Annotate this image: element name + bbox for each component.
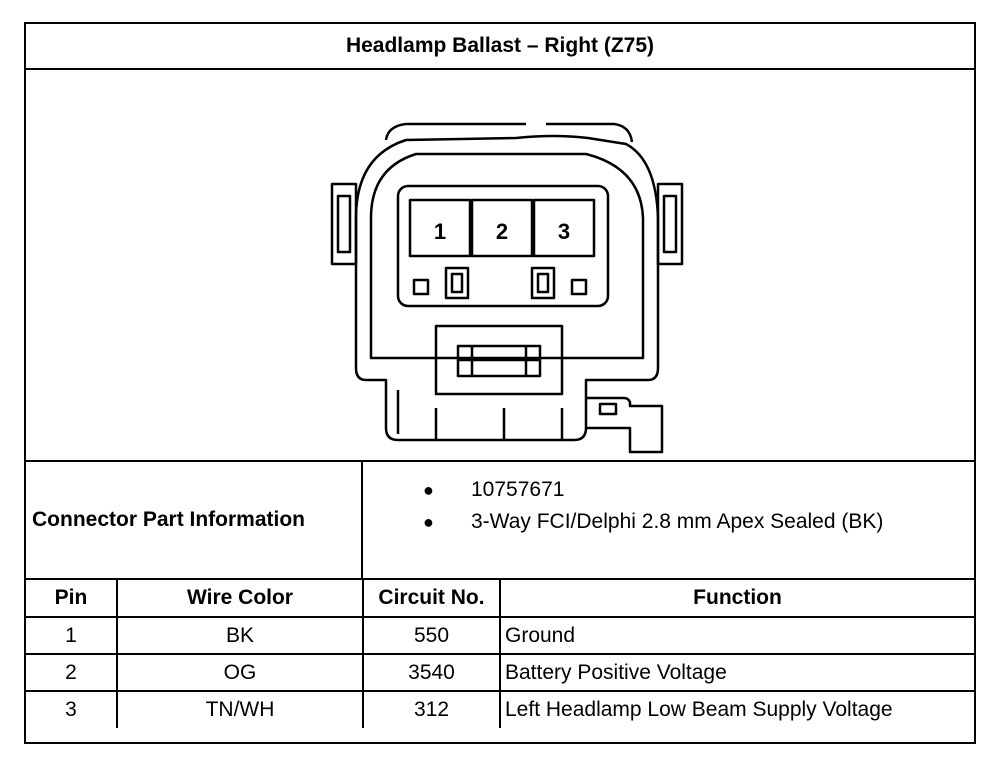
part-number: 10757671 [471, 478, 565, 501]
connector-drawing [26, 68, 974, 462]
header-wire-color: Wire Color [117, 580, 363, 617]
table-row [26, 691, 974, 728]
function-cell: Battery Positive Voltage [500, 654, 974, 691]
wire-color-cell: BK [117, 617, 363, 654]
function-cell: Ground [500, 617, 974, 654]
part-info-label: Connector Part Information [26, 462, 363, 578]
header-pin: Pin [26, 580, 117, 617]
pin-cell: 2 [26, 654, 117, 691]
table-header-row [26, 580, 974, 617]
pin-cell: 1 [26, 617, 117, 654]
connector-description: 3-Way FCI/Delphi 2.8 mm Apex Sealed (BK) [471, 510, 884, 533]
diagram-title: Headlamp Ballast – Right (Z75) [26, 24, 974, 70]
part-info-item [365, 478, 974, 508]
bullet-icon: ● [423, 512, 434, 532]
pin-label-2: 2 [495, 219, 509, 244]
pinout-table [26, 580, 974, 728]
wire-color-cell: OG [117, 654, 363, 691]
bullet-icon: ● [423, 480, 434, 500]
connector-diagram-frame [24, 22, 976, 744]
table-row [26, 654, 974, 691]
pin-label-3: 3 [557, 219, 571, 244]
circuit-cell: 312 [363, 691, 500, 728]
connector-part-info [26, 462, 974, 580]
wire-color-cell: TN/WH [117, 691, 363, 728]
function-cell: Left Headlamp Low Beam Supply Voltage [500, 691, 974, 728]
part-info-list [365, 462, 974, 578]
connector-face-illustration [26, 68, 974, 460]
circuit-cell: 550 [363, 617, 500, 654]
pin-label-1: 1 [433, 219, 447, 244]
part-info-item [365, 510, 974, 540]
pin-cell: 3 [26, 691, 117, 728]
header-circuit-no: Circuit No. [363, 580, 500, 617]
cpa-tab [586, 398, 662, 452]
pin-cavity-block [398, 186, 608, 306]
table-row [26, 617, 974, 654]
circuit-cell: 3540 [363, 654, 500, 691]
header-function: Function [500, 580, 974, 617]
